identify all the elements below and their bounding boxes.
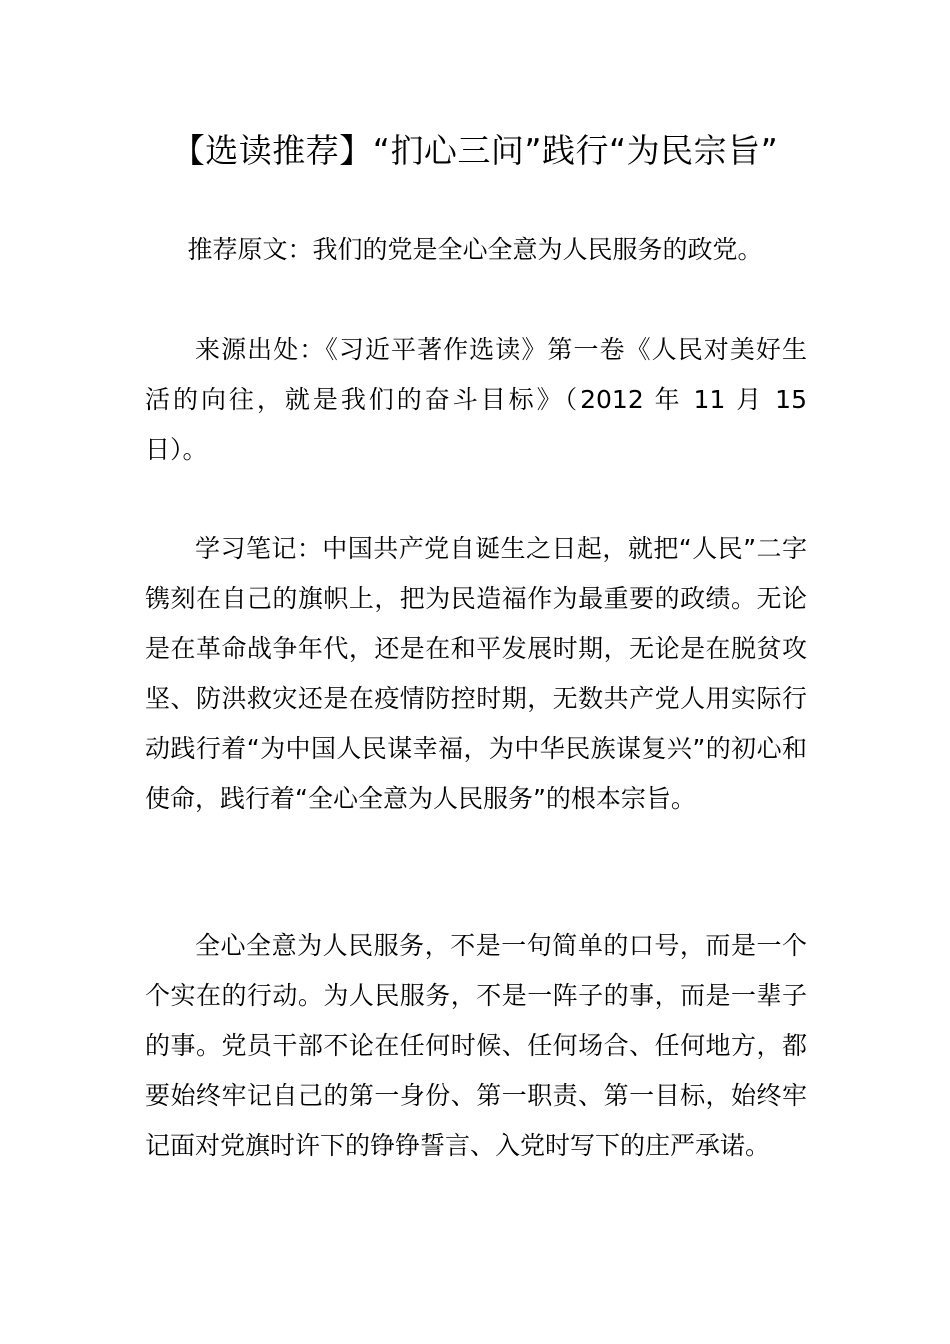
study-notes-paragraph: 学习笔记：中国共产党自诞生之日起，就把“人民”二字镌刻在自己的旗帜上，把为民造福作为最重要的政绩。无论是在革命战争年代，还是在和平发展时期，无论是在脱贫攻坚、防洪救灾还是在疫情防控时期，无数共产党人用实际行动践行着“为中国人民谋幸福，为中华民族谋复兴”的初心和使命，践行着“全心全意为人民服务”的根本宗旨。 (145, 534, 807, 813)
document-title: 【选读推荐】“扪心三问”践行“为民宗旨” (171, 131, 779, 170)
recommended-quote: 推荐原文：我们的党是全心全意为人民服务的政党。 (187, 235, 763, 264)
source-paragraph: 来源出处：《习近平著作选读》第一卷《人民对美好生活的向往，就是我们的奋斗目标》（2012 年 11 月 15 日）。 (145, 335, 807, 464)
service-paragraph: 全心全意为人民服务，不是一句简单的口号，而是一个个实在的行动。为人民服务，不是一阵子的事，而是一辈子的事。党员干部不论在任何时候、任何场合、任何地方，都要始终牢记自己的第一身份、第一职责、第一目标，始终牢记面对党旗时许下的铮铮誓言、入党时写下的庄严承诺。 (145, 931, 807, 1160)
